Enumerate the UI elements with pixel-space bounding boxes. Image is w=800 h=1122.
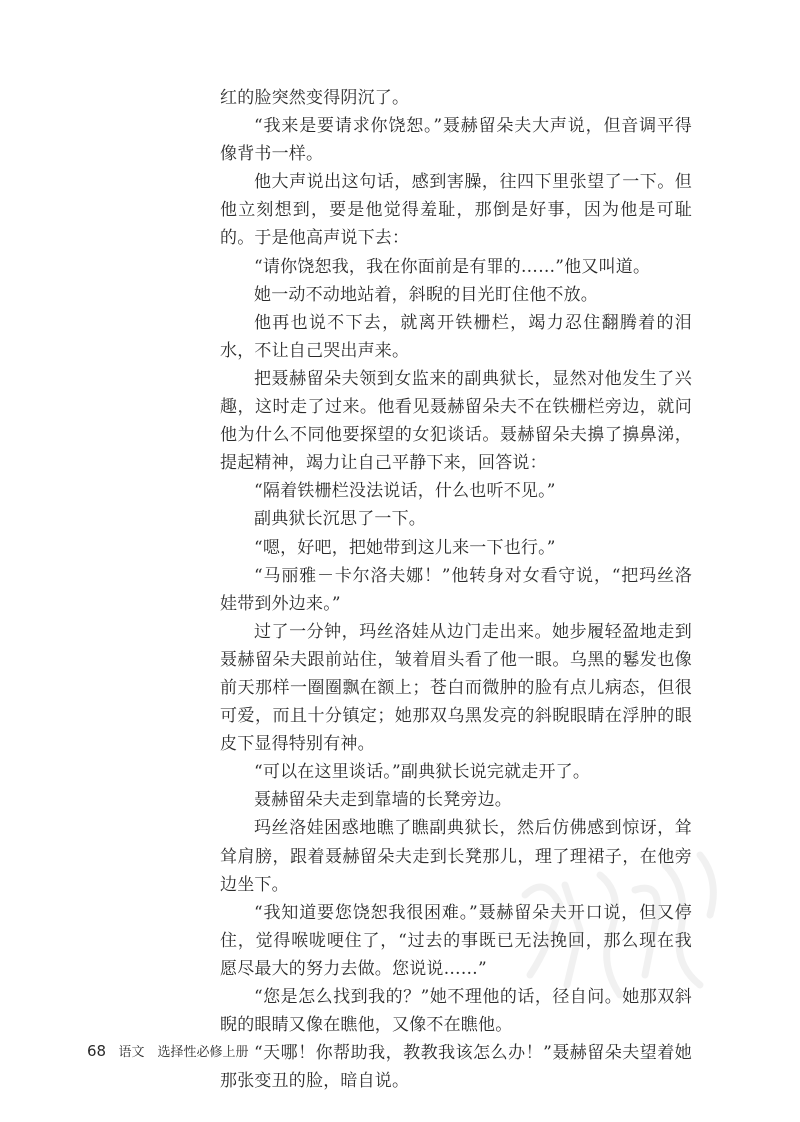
paragraph: “可以在这里谈话。”副典狱长说完就走开了。 [254, 762, 591, 783]
paragraph: “您是怎么找到我的？”她不理他的话，径自问。她那双斜睨的眼睛又像在瞧他，又像不在瞧他。 [220, 987, 692, 1036]
paragraph: 副典狱长沉思了一下。 [254, 509, 426, 530]
paragraph: 他再也说不下去，就离开铁栅栏，竭力忍住翻腾着的泪水，不让自己哭出声来。 [220, 312, 692, 361]
watermark-calligraphy-icon [505, 835, 735, 1015]
paragraph: “天哪！你帮助我，教教我该怎么办！”聂赫留朵夫望着她那张变丑的脸，暗自说。 [220, 1043, 692, 1092]
book-title: 语文 选择性必修上册 [118, 1045, 249, 1060]
paragraph: 把聂赫留朵夫领到女监来的副典狱长，显然对他发生了兴趣，这时走了过来。他看见聂赫留朵夫不在铁栅栏旁边，就问他为什么不同他要探望的女犯谈话。聂赫留朵夫擤了擤鼻涕，提起精神，竭力让自己平静下来，回答说： [220, 368, 692, 474]
paragraph: 过了一分钟，玛丝洛娃从边门走出来。她步履轻盈地走到聂赫留朵夫跟前站住，皱着眉头看了他一眼。乌黑的鬈发也像前天那样一圈圈飘在额上；苍白而微肿的脸有点儿病态，但很可爱，而且十分镇定；她那双乌黑发亮的斜睨眼睛在浮肿的眼皮下显得特别有神。 [220, 621, 692, 755]
paragraph: “我来是要请求你饶恕。”聂赫留朵夫大声说，但音调平得像背书一样。 [220, 116, 692, 165]
paragraph: “隔着铁栅栏没法说话，什么也听不见。” [254, 481, 556, 502]
paragraph: “请你饶恕我，我在你面前是有罪的……”他又叫道。 [254, 256, 651, 277]
paragraph: 聂赫留朵夫走到靠墙的长凳旁边。 [254, 790, 512, 811]
paragraph: 他大声说出这句话，感到害臊，往四下里张望了一下。但他立刻想到，要是他觉得羞耻，那倒是好事，因为他是可耻的。于是他高声说下去： [220, 172, 692, 249]
paragraph: “嗯，好吧，把她带到这儿来一下也行。” [254, 537, 556, 558]
paragraph: “马丽雅－卡尔洛夫娜！”他转身对女看守说，“把玛丝洛娃带到外边来。” [220, 565, 692, 614]
paragraph: 她一动不动地站着，斜睨的目光盯住他不放。 [254, 284, 598, 305]
paragraph: “我知道要您饶恕我很困难。”聂赫留朵夫开口说，但又停住，觉得喉咙哽住了，“过去的事既已无法挽回，那么现在我愿尽最大的努力去做。您说说……” [220, 902, 692, 979]
page-footer [87, 1041, 249, 1063]
page-number: 68 [87, 1042, 107, 1060]
paragraph: 玛丝洛娃困惑地瞧了瞧副典狱长，然后仿佛感到惊讶，耸耸肩膀，跟着聂赫留朵夫走到长凳那儿，理了理裙子，在他旁边坐下。 [220, 818, 692, 895]
paragraph: 红的脸突然变得阴沉了。 [220, 88, 410, 108]
